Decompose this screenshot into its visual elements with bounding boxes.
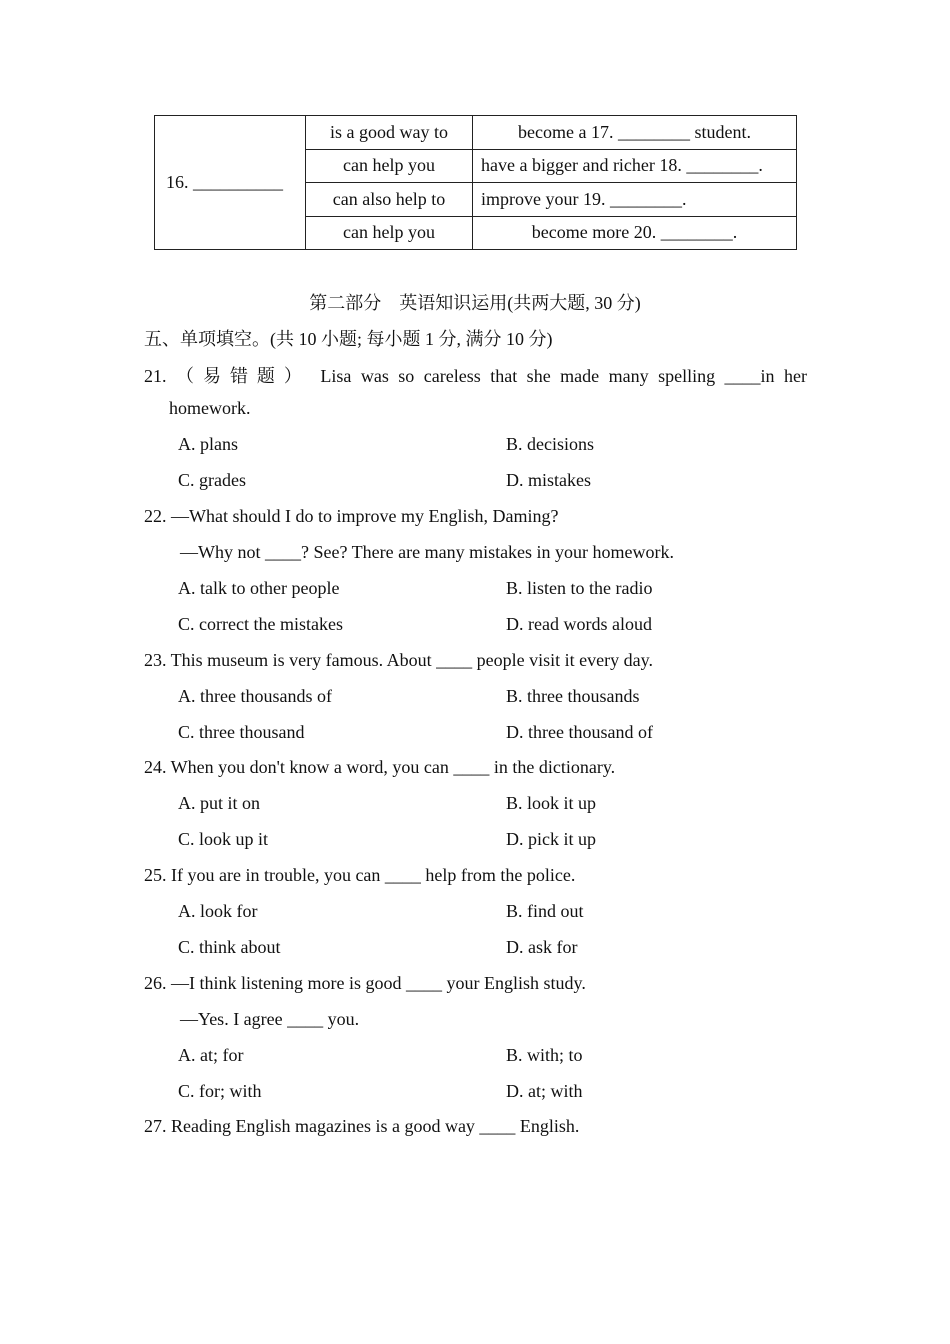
question-25-stem: 25. If you are in trouble, you can ____ help from the police. xyxy=(144,865,576,885)
table-cell-result: have a bigger and richer 18. ________. xyxy=(473,149,797,183)
question-23-stem: 23. This museum is very famous. About ____ people visit it every day. xyxy=(144,650,653,670)
question-26-reply: —Yes. I agree ____ you. xyxy=(180,1009,360,1029)
question-22-stem: 22. —What should I do to improve my English, Daming? xyxy=(144,506,559,526)
table-cell-result: become a 17. ________ student. xyxy=(473,116,797,150)
question-number: 21. xyxy=(144,366,167,386)
table-cell-verb: can help you xyxy=(306,216,473,250)
question-27-stem: 27. Reading English magazines is a good way ____ English. xyxy=(144,1116,580,1136)
option-c: C. look up it xyxy=(178,829,269,849)
question-21-stem xyxy=(144,362,807,388)
section-title: 第二部分 英语知识运用(共两大题, 30 分) xyxy=(309,293,641,313)
table-cell-result: become more 20. ________. xyxy=(473,216,797,250)
table-cell-16: 16. __________ xyxy=(155,116,306,250)
fill-in-table xyxy=(154,115,797,250)
option-a: A. look for xyxy=(178,901,258,921)
option-a: A. plans xyxy=(178,434,238,454)
option-b: B. with; to xyxy=(506,1045,583,1065)
option-d: D. at; with xyxy=(506,1081,583,1101)
option-b: B. three thousands xyxy=(506,686,640,706)
option-d: D. mistakes xyxy=(506,470,591,490)
option-b: B. decisions xyxy=(506,434,594,454)
option-b: B. find out xyxy=(506,901,584,921)
option-d: D. three thousand of xyxy=(506,722,653,742)
table-cell-result: improve your 19. ________. xyxy=(473,183,797,217)
option-b: B. listen to the radio xyxy=(506,578,653,598)
question-21-stem-cont: homework. xyxy=(169,398,251,418)
option-d: D. pick it up xyxy=(506,829,596,849)
option-c: C. three thousand xyxy=(178,722,305,742)
option-d: D. ask for xyxy=(506,937,578,957)
option-d: D. read words aloud xyxy=(506,614,652,634)
table-row xyxy=(155,116,797,150)
option-a: A. put it on xyxy=(178,793,261,813)
question-tag: （易错题） xyxy=(175,366,311,386)
option-c: C. for; with xyxy=(178,1081,262,1101)
option-a: A. talk to other people xyxy=(178,578,340,598)
option-a: A. at; for xyxy=(178,1045,244,1065)
question-26-stem: 26. —I think listening more is good ____ your English study. xyxy=(144,973,586,993)
question-22-reply: —Why not ____? See? There are many mistakes in your homework. xyxy=(180,542,675,562)
question-24-stem: 24. When you don't know a word, you can ____ in the dictionary. xyxy=(144,757,616,777)
option-c: C. correct the mistakes xyxy=(178,614,343,634)
option-c: C. think about xyxy=(178,937,281,957)
option-c: C. grades xyxy=(178,470,246,490)
table-cell-verb: is a good way to xyxy=(306,116,473,150)
option-b: B. look it up xyxy=(506,793,597,813)
table-cell-verb: can help you xyxy=(306,149,473,183)
option-a: A. three thousands of xyxy=(178,686,332,706)
part-heading: 五、单项填空。(共 10 小题; 每小题 1 分, 满分 10 分) xyxy=(144,329,553,349)
table-cell-verb: can also help to xyxy=(306,183,473,217)
question-text: Lisa was so careless that she made many spelling ____in her xyxy=(320,366,808,386)
